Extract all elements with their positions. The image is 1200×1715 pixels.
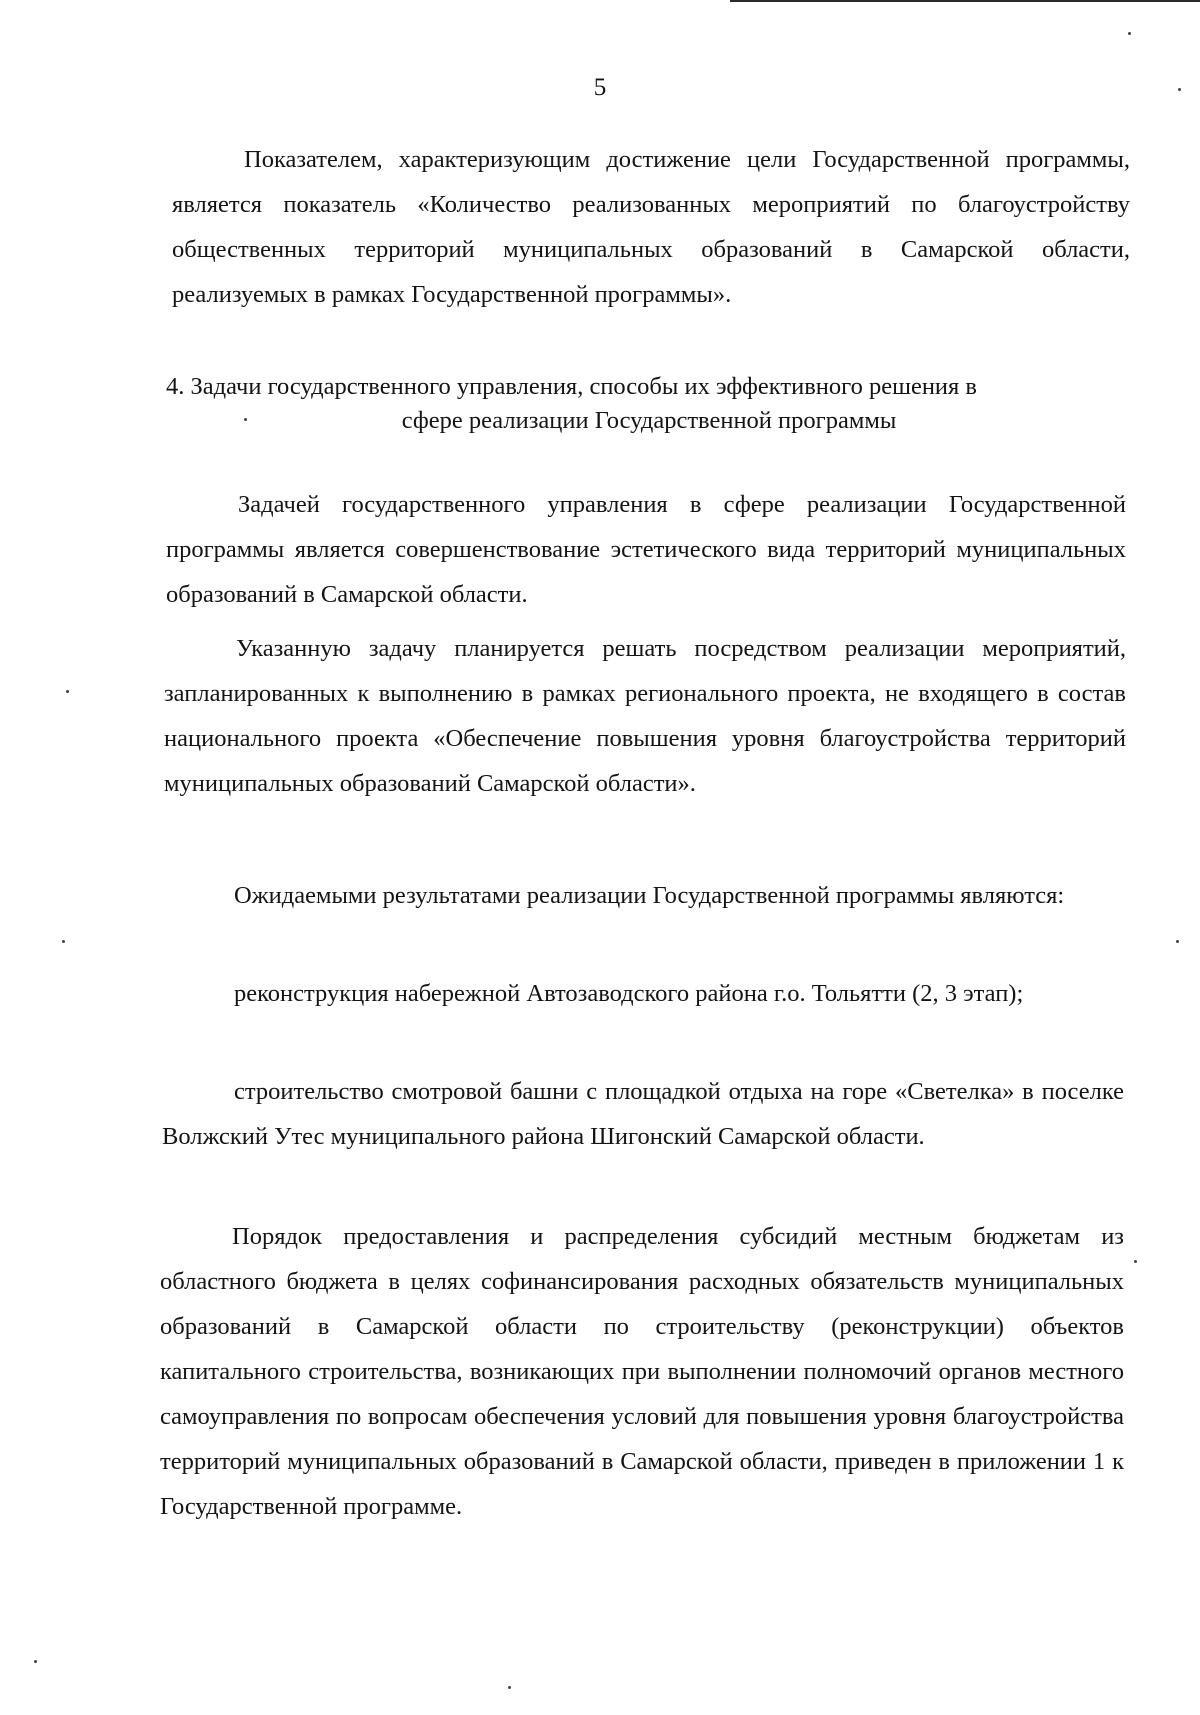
paragraph-result-embankment: реконструкция набережной Автозаводского района г.о. Тольятти (2, 3 этап); [234,980,1024,1007]
scan-speck [1134,1260,1137,1263]
section-heading-line-1: 4. Задачи государственного управления, способы их эффективного решения в [166,373,978,400]
paragraph-indicator: Показателем, характеризующим достижение цели Государственной программы, является показатель «Количество реализованных мероприятий по благоустройству общественных территорий муниципальных образований в Самарской области, реализуемых в рамках Государственной программы». [172,146,1130,308]
scan-speck [34,1660,37,1663]
section-heading [166,370,1132,438]
scan-edge-line [730,0,1200,2]
paragraph-solution: Указанную задачу планируется решать посредством реализации мероприятий, запланированных к выполнению в рамках регионального проекта, не входящего в состав национального проекта «Обеспечение повышения уровня благоустройства территорий муниципальных образований Самарской области». [164,635,1126,797]
scan-speck [62,940,65,943]
paragraph-subsidy-order: Порядок предоставления и распределения субсидий местным бюджетам из областного бюджета в целях софинансирования расходных обязательств муниципальных образований в Самарской области по строительству (реконструкции) объектов капитального строительства, возникающих при выполнении полномочий органов местного самоуправления по вопросам обеспечения условий для повышения уровня благоустройства территорий муниципальных образований в Самарской области, приведен в приложении 1 к Государственной программе. [160,1223,1124,1520]
section-heading-line-2: сфере реализации Государственной программы [401,407,897,434]
page-number: 5 [593,74,607,101]
scan-speck [66,690,69,693]
scan-speck [244,418,247,421]
scan-speck [508,1686,511,1689]
paragraph-task: Задачей государственного управления в сфере реализации Государственной программы является совершенствование эстетического вида территорий муниципальных образований в Самарской области. [166,491,1126,608]
scan-speck [1128,32,1131,35]
scan-speck [1178,88,1181,91]
paragraph-result-tower: строительство смотровой башни с площадкой отдыха на горе «Светелка» в поселке Волжский Утес муниципального района Шигонский Самарской области. [162,1078,1124,1150]
paragraph-expected-results: Ожидаемыми результатами реализации Государственной программы являются: [234,882,1065,909]
scan-speck [1176,940,1179,943]
